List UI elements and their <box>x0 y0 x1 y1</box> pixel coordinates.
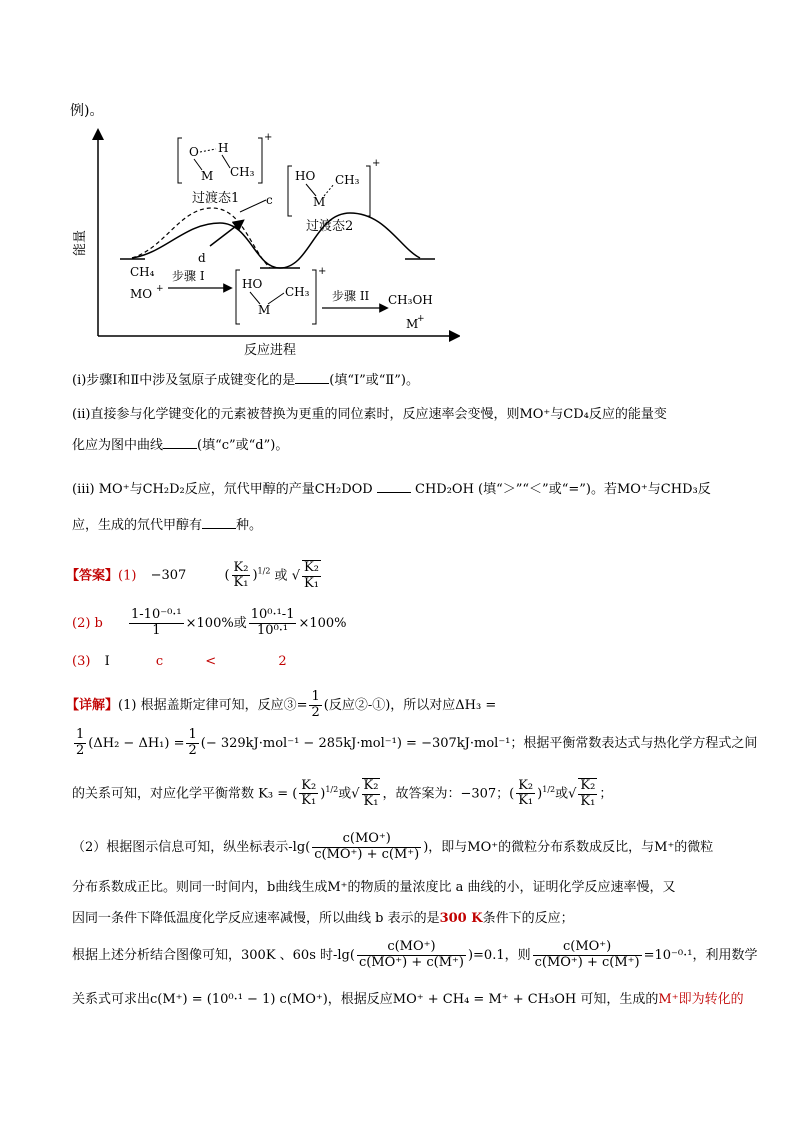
svg-text:CH₃: CH₃ <box>230 165 255 179</box>
detail-line1: 【详解】(1) 根据盖斯定律可知，反应③= $\frac{1}{2}$ (反应②-①)，所以对应ΔH₃ = <box>66 689 497 720</box>
svg-text:CH₃: CH₃ <box>335 173 360 187</box>
question-i: (ⅰ)步骤Ⅰ和Ⅱ中涉及氢原子成键变化的是 (填“Ⅰ”或“Ⅱ”)。 <box>72 373 419 388</box>
step1-label: 步骤 I <box>172 269 205 283</box>
ts1-label: 过渡态1 <box>192 191 240 206</box>
detail-line2: $\frac{1}{2}$ (ΔH₂ − ΔH₁) = $\frac{1}{2}$ (− 329kJ·mol⁻¹ − 285kJ·mol⁻¹) = −307kJ·mol⁻¹；根据平衡常数表达式与热化学方程式之间 <box>76 727 758 758</box>
answer-1: 【答案】(1) −307 ( $\frac{\text{K₂}}{\text{K₁}}$ )$^{1/2}$ 或 √ $\frac{\text{K₂}}{\text{K₁}}$ <box>66 559 319 591</box>
reactant-ch4: CH₄ <box>130 265 155 279</box>
svg-text:M: M <box>258 303 271 317</box>
svg-text:H: H <box>218 141 229 155</box>
product-ch3oh: CH₃OH <box>388 293 433 307</box>
y-axis-label: 能量 <box>73 229 88 257</box>
answer-2: (2) b $\frac{\text{1-10⁻⁰·¹}}{1}$ ×100%或 $\frac{\text{10⁰·¹-1}}{\text{10⁰·¹}}$ ×100% <box>72 607 347 638</box>
ts2-label: 过渡态2 <box>306 219 354 234</box>
detail-line6: 因同一条件下降低温度化学反应速率减慢，所以曲线 b 表示的是300 K条件下的反应； <box>72 911 574 926</box>
svg-text:+: + <box>318 266 327 277</box>
svg-text:M: M <box>313 195 326 209</box>
svg-text:+: + <box>372 158 381 169</box>
question-iii-line1: (ⅲ) MO⁺与CH₂D₂反应，氘代甲醇的产量CH₂DOD CHD₂OH (填“＞”“＜”或“=”)。若MO⁺与CHD₃反 <box>72 482 711 497</box>
detail-line4: （2）根据图示信息可知，纵坐标表示-lg( $\frac{c(MO^+)}{c(MO^+) + c(M^+)}$ )，即与MO⁺的微粒分布系数成反比，与M⁺的微粒 <box>72 831 714 862</box>
answer-3: (3) Ⅰ c < 2 <box>72 654 287 669</box>
curve-d <box>132 213 420 268</box>
question-ii-line1: (ⅱ)直接参与化学键变化的元素被替换为更重的同位素时，反应速率会变慢，则MO⁺与CD₄反应的能量变 <box>72 407 667 422</box>
detail-line8: 关系式可求出c(M⁺) = (10⁰·¹ − 1) c(MO⁺)，根据反应MO⁺ + CH₄ = M⁺ + CH₃OH 可知，生成的M⁺即为转化的 <box>72 992 744 1007</box>
product-m: M <box>406 317 419 331</box>
question-ii-line2: 化应为图中曲线 (填“c”或“d”)。 <box>72 438 289 453</box>
detail-line3: 的关系可知，对应化学平衡常数 K₃ = ( $\frac{\text{K₂}}{\text{K₁}}$ )$^{1/2}$或√ $\frac{\text{K₂}}{\text{K₁}}$ ，故答案为：−307；( $\frac{\text{K₂}}{\text{K₁}}$ )$^{1/2}$或√ $\frac{\text{K₂}}{\text{K₁}}$ ； <box>72 777 613 809</box>
detail-line7: 根据上述分析结合图像可知，300K 、60s 时-lg( $\frac{c(MO^+)}{c(MO^+) + c(M^+)}$ )=0.1，则 $\frac{c(MO^+)}{c(MO^+) + c(M^+)}$ =10⁻⁰·¹，利用数学 <box>72 939 758 970</box>
question-iii-line2: 应，生成的氘代甲醇有 种。 <box>72 518 263 533</box>
svg-text:M: M <box>201 169 214 183</box>
intro-text: 例)。 <box>70 103 104 119</box>
svg-text:CH₃: CH₃ <box>285 285 310 299</box>
curve-d-label: d <box>198 251 206 265</box>
reactant-mo: MO <box>130 287 153 301</box>
svg-text:+: + <box>264 132 273 143</box>
svg-text:O: O <box>189 145 199 159</box>
svg-text:HO: HO <box>242 277 263 291</box>
x-axis-label: 反应进程 <box>243 343 297 358</box>
svg-text:+: + <box>156 284 164 294</box>
detail-line5: 分布系数成正比。则同一时间内，b曲线生成M⁺的物质的量浓度比 a 曲线的小，证明化学反应速率慢，又 <box>72 880 676 895</box>
curve-c-label: c <box>266 193 273 207</box>
svg-text:+: + <box>417 314 425 324</box>
step2-label: 步骤 II <box>332 289 370 303</box>
svg-text:HO: HO <box>295 169 316 183</box>
energy-diagram <box>70 128 460 358</box>
